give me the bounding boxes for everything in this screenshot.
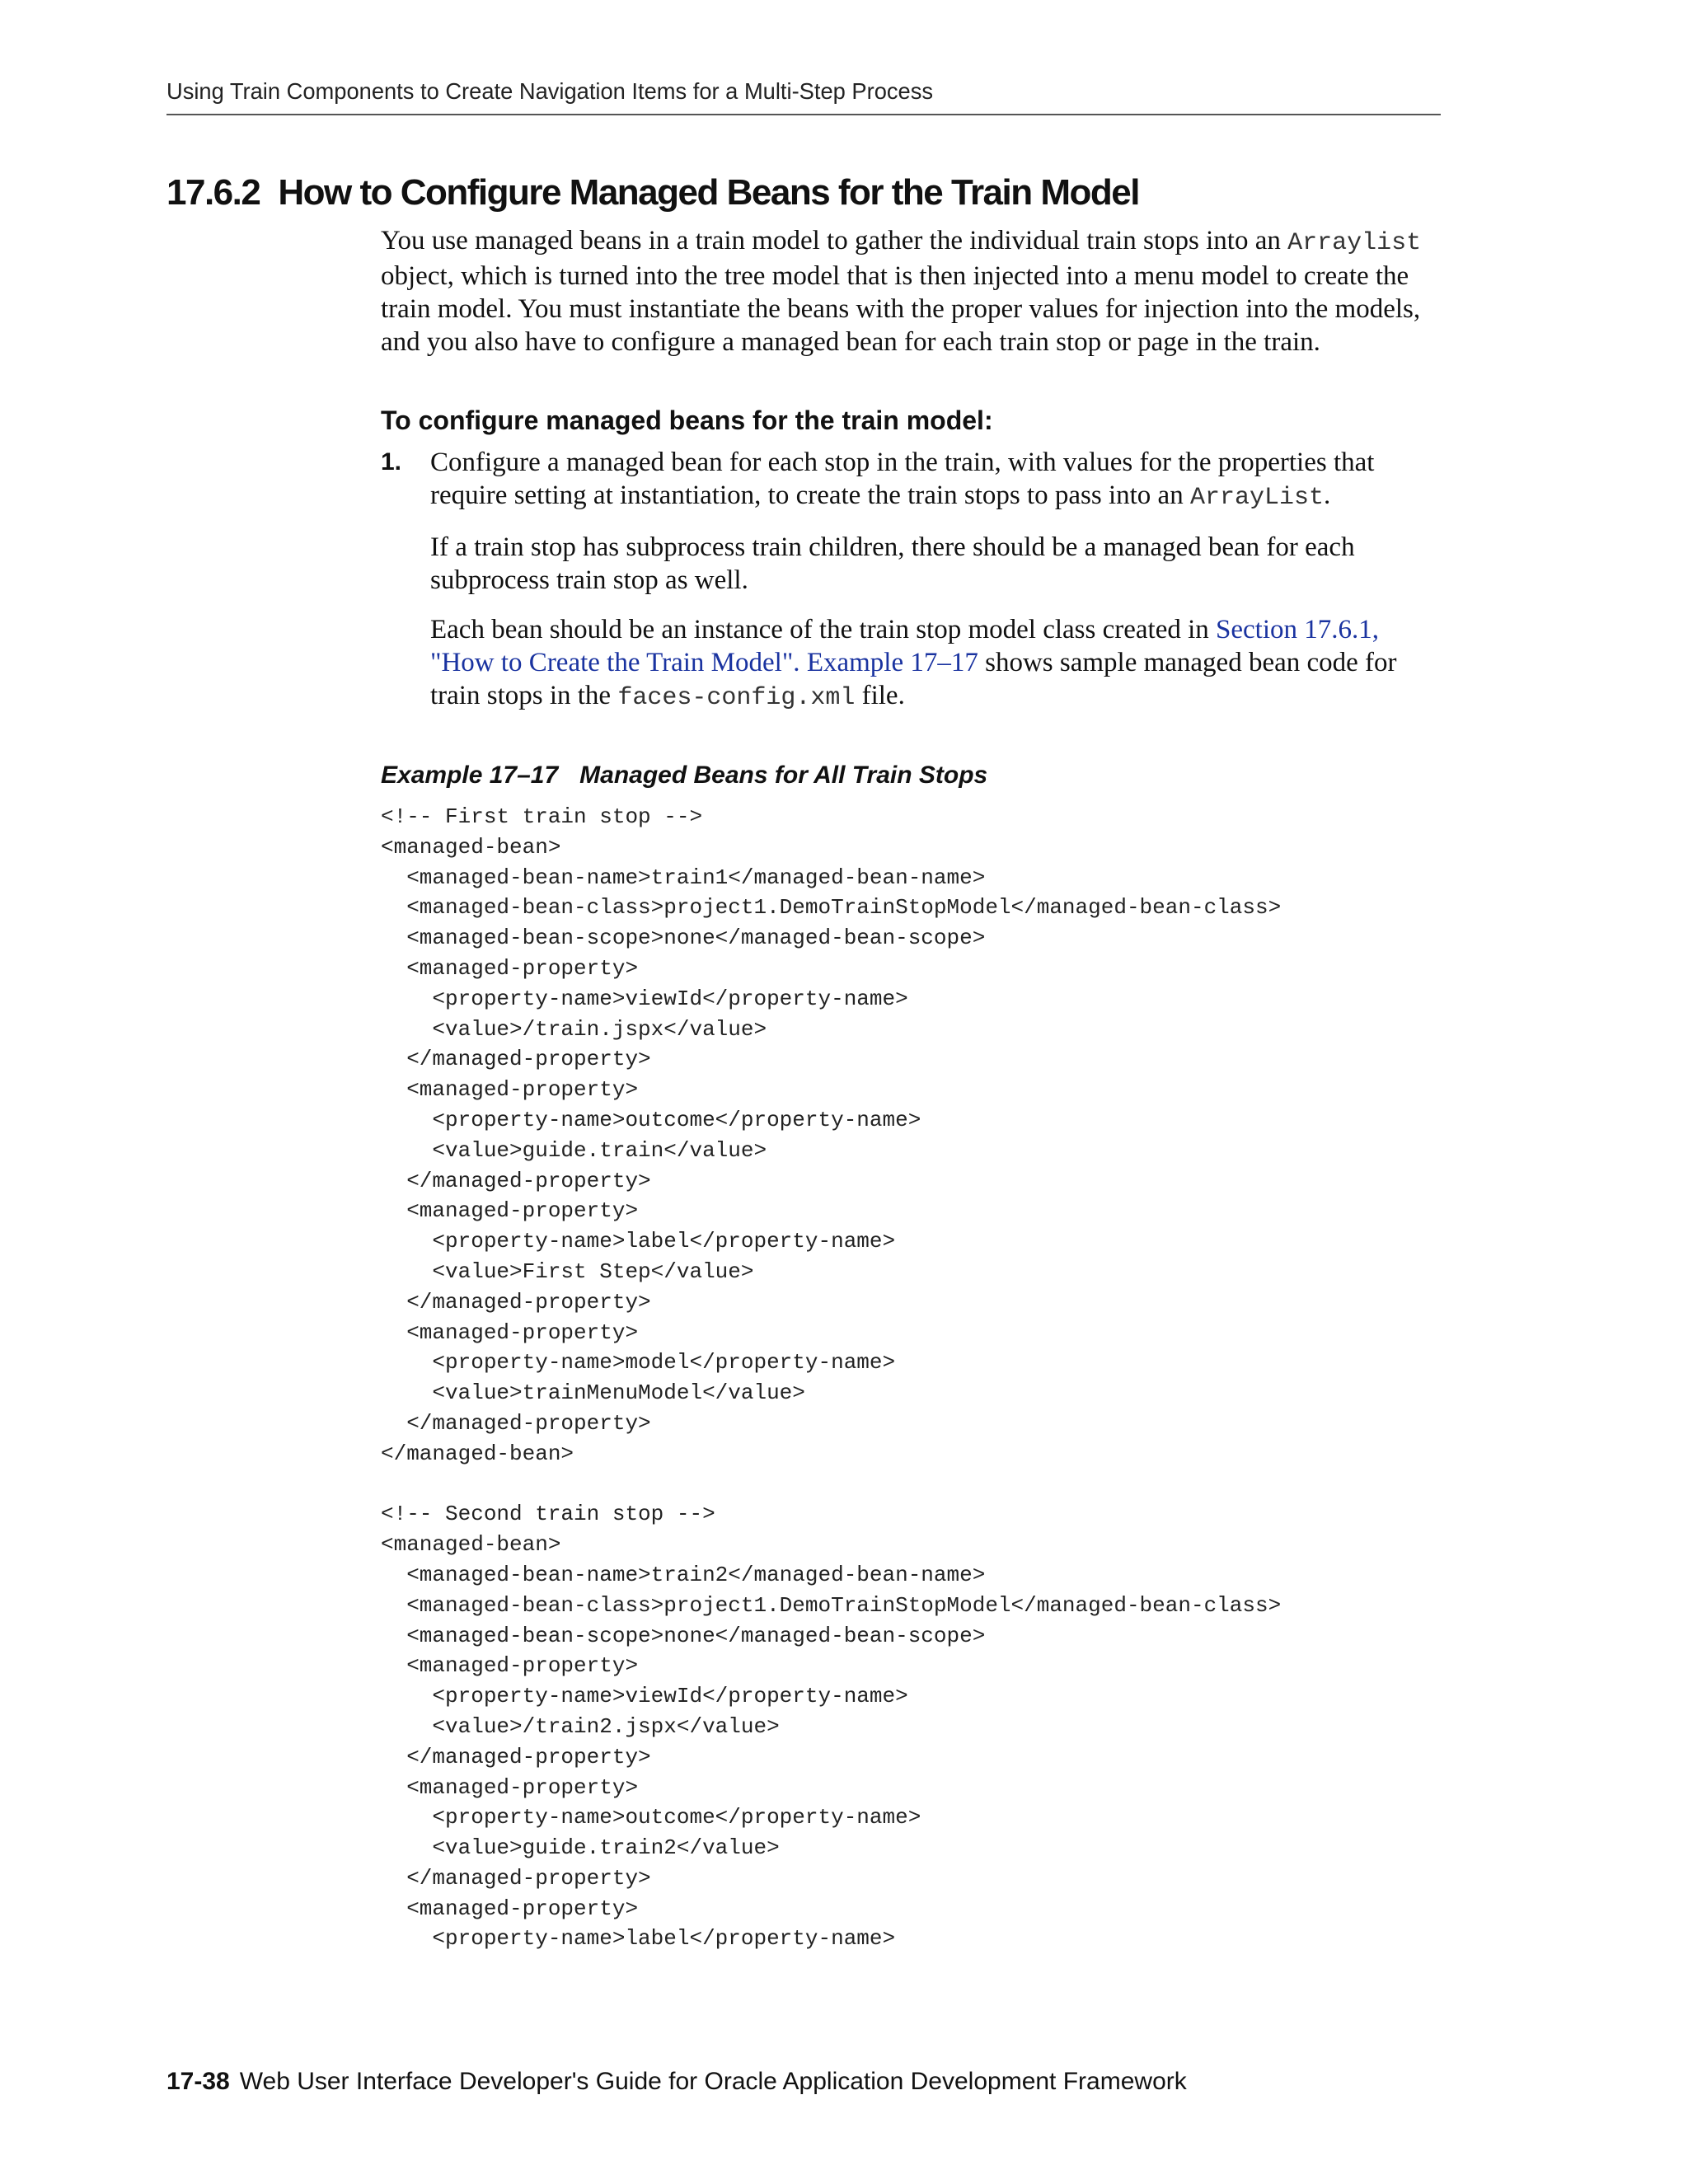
section-heading — [166, 168, 1139, 218]
section-link[interactable]: Section 17.6.1, "How to Create the Train Model". — [430, 615, 1379, 677]
page-number: 17-38 — [166, 2068, 230, 2095]
running-head: Using Train Components to Create Navigation Items for a Multi-Step Process — [166, 74, 1441, 115]
example-link[interactable]: Example 17–17 — [806, 648, 978, 677]
subprocess-paragraph: If a train stop has subprocess train children, there should be a managed bean for each subprocess train stop as well. — [430, 532, 1355, 595]
example-label: Example 17–17 — [381, 762, 559, 789]
code-example: <!-- First train stop --> <managed-bean> <managed-bean-name>train1</managed-bean-name> <managed-bean-class>project1.DemoTrainStopModel</managed-bean-class> <managed-bean-scope>none</managed-bean-scope> <managed-property> <property-name>viewId</property-name> <value>/train.jspx</value> </managed-property> <managed-property> <property-name>outcome</property-name> <value>guide.train</value> </managed-property> <managed-property> <property-name>label</property-name> <value>First Step</value> </managed-property> <managed-property> <property-name>model</property-name> <value>trainMenuModel</value> </managed-property> </managed-bean> <!-- Second train stop --> <managed-bean> <managed-bean-name>train2</managed-bean-name> <managed-bean-class>project1.DemoTrainStopModel</managed-bean-class> <managed-bean-scope>none</managed-bean-scope> <managed-property> <property-name>viewId</property-name> <value>/train2.jspx</value> </managed-property> <managed-property> <property-name>outcome</property-name> <value>guide.train2</value> </managed-property> <managed-property> <property-name>label</property-name> — [381, 804, 1282, 1952]
section-number: 17.6.2 — [166, 172, 260, 213]
step-1-text-b: . — [1323, 480, 1331, 510]
intro-paragraph — [381, 224, 1442, 359]
intro-text-2: object, which is turned into the tree model that is then injected into a menu model to create the train model. You must instantiate the beans with the proper values for injection into the models, and you also have to configure a managed bean for each train stop or page in the train. — [381, 261, 1421, 357]
step-1 — [381, 446, 1442, 715]
section-title: How to Configure Managed Beans for the Train Model — [278, 172, 1139, 213]
example-caption: Managed Beans for All Train Stops — [579, 762, 988, 789]
bean-text-a: Each bean should be an instance of the train stop model class created in — [430, 615, 1217, 644]
bean-text-b: shows sample managed bean code for train stops in the — [430, 648, 1397, 710]
example-title — [381, 761, 1442, 790]
arraylist-code-2: ArrayList — [1189, 484, 1324, 512]
procedure-heading: To configure managed beans for the train model: — [381, 405, 993, 435]
bean-paragraph — [430, 613, 1442, 715]
step-number: 1. — [381, 448, 402, 476]
step-1-text-a: Configure a managed bean for each stop in the train, with values for the properties that require setting at instantiation, to create the train stops to pass into an — [430, 448, 1375, 510]
step-1-text — [430, 446, 1442, 514]
bean-text-c: file. — [855, 681, 905, 710]
procedure-steps — [381, 446, 1442, 715]
intro-text-1: You use managed beans in a train model to gather the individual train stops into an — [381, 226, 1288, 255]
book-title: Web User Interface Developer's Guide for Oracle Application Development Framework — [239, 2068, 1187, 2095]
main-content — [381, 224, 1442, 1954]
faces-config-code: faces-config.xml — [617, 684, 856, 712]
page-footer — [166, 2065, 1187, 2098]
arraylist-code: Arraylist — [1287, 229, 1422, 257]
